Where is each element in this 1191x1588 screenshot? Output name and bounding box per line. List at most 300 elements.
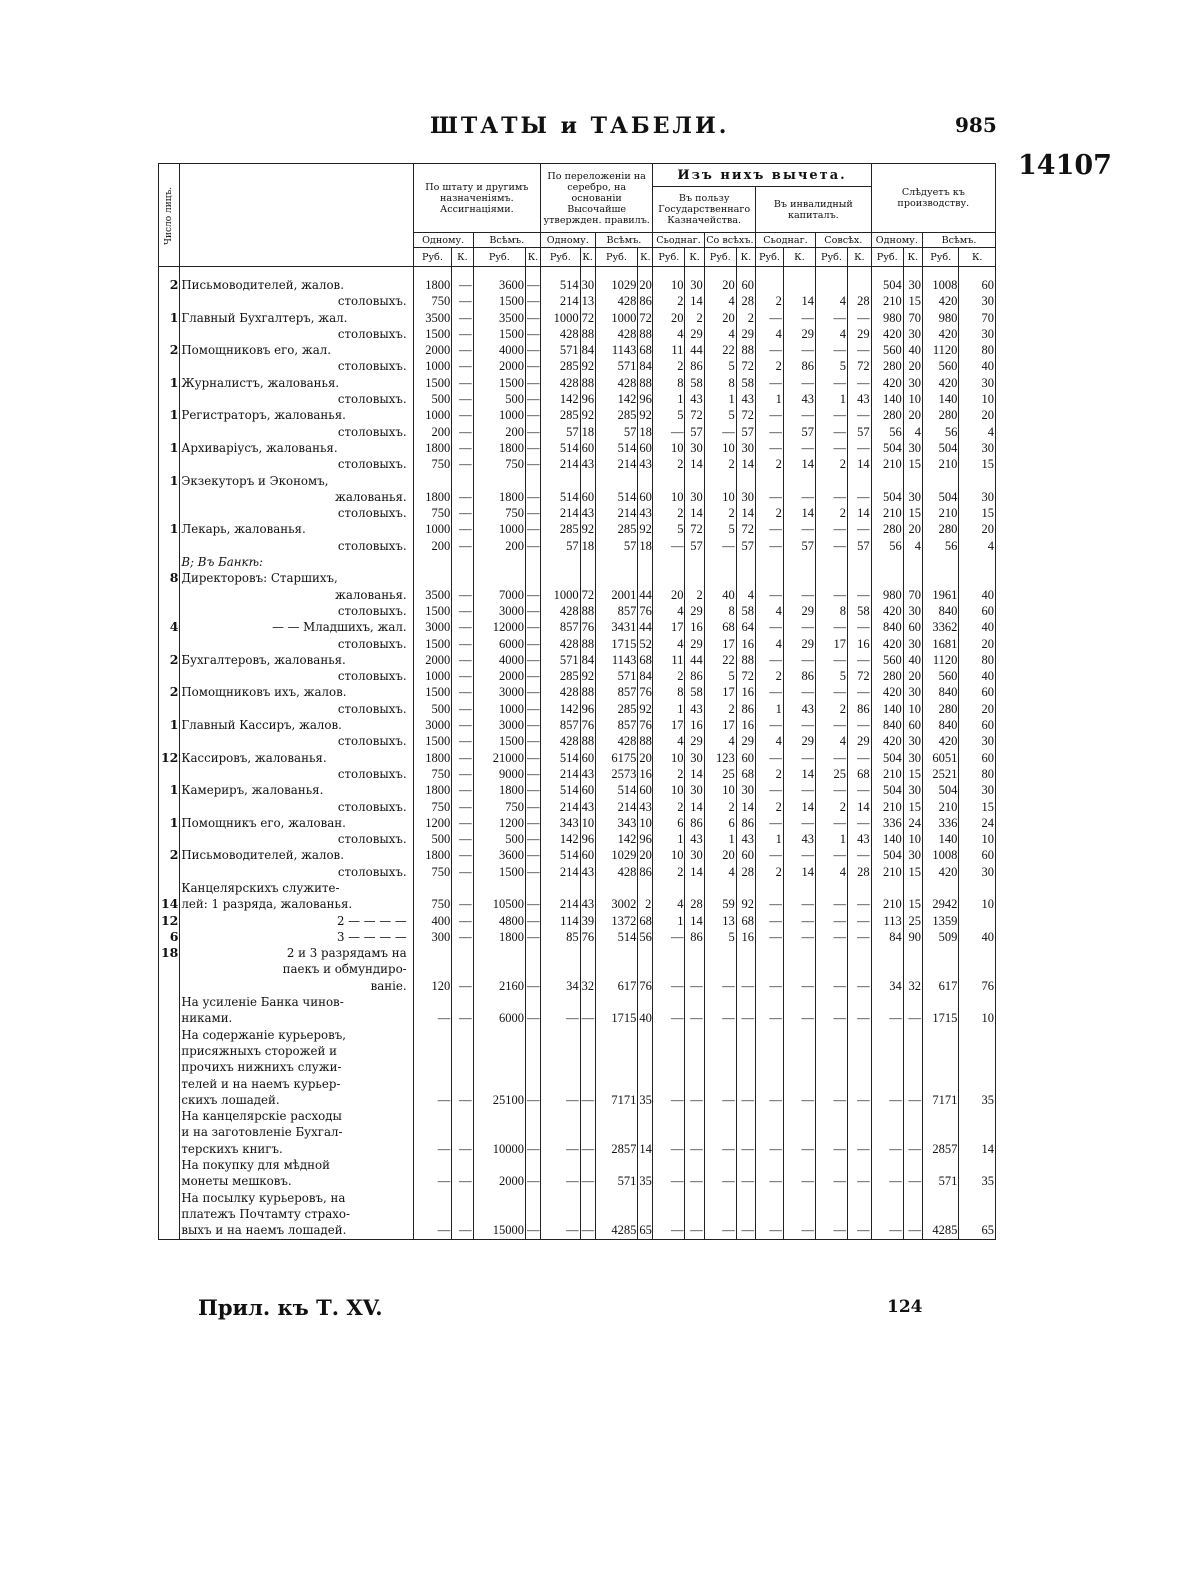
amount-cell: 85 (541, 929, 581, 945)
amount-cell: 25 (903, 913, 922, 929)
amount-cell: 40 (639, 1011, 652, 1026)
amount-cell: 420 (923, 293, 959, 309)
amount-cell (704, 945, 736, 961)
amount-cell: 30 (685, 847, 704, 863)
table-row (159, 636, 996, 652)
amount-cell: 68 (736, 913, 755, 929)
person-count (159, 293, 180, 309)
amount-cell: — (452, 326, 473, 342)
amount-cell (541, 1108, 581, 1124)
table-row (159, 1027, 996, 1043)
amount-cell (871, 570, 903, 586)
position-label: столовыхъ. (180, 293, 413, 309)
amount-cell: — (783, 750, 815, 766)
amount-cell: 214 (541, 766, 581, 782)
amount-cell (783, 961, 815, 977)
amount-cell: — (581, 1223, 595, 1238)
amount-cell (685, 473, 704, 489)
amount-cell: 285 (541, 407, 581, 423)
amount-cell: 34 (541, 978, 581, 994)
amount-cell: 20 (903, 668, 922, 684)
amount-cell (704, 1076, 736, 1092)
table-row (159, 505, 996, 521)
amount-cell (595, 1027, 638, 1043)
unit-rub: Руб. (704, 248, 736, 267)
position-label: 2 и 3 разрядамъ на (180, 945, 413, 961)
amount-cell: 64 (736, 619, 755, 635)
amount-cell (848, 570, 872, 586)
amount-cell: 2857 (923, 1141, 959, 1157)
amount-cell: 514 (595, 929, 638, 945)
amount-cell: 2 (653, 864, 685, 880)
amount-cell: 4 (815, 293, 847, 309)
amount-cell: 1029 (595, 847, 638, 863)
amount-cell: — (653, 1141, 685, 1157)
amount-cell (541, 994, 581, 1010)
amount-cell: 40 (959, 358, 996, 374)
amount-cell: — (848, 521, 872, 537)
amount-cell: 420 (871, 733, 903, 749)
amount-cell: 1000 (541, 587, 581, 603)
position-label: 3 — — — — (180, 929, 413, 945)
unit-rub: Руб. (815, 248, 847, 267)
amount-cell: 1 (815, 831, 847, 847)
position-label: 2 — — — — (180, 913, 413, 929)
sub-vsem: Всѣмъ. (473, 233, 540, 248)
amount-cell: — (783, 342, 815, 358)
amount-cell: 43 (581, 457, 595, 472)
amount-cell (871, 1190, 903, 1206)
amount-cell (704, 1043, 736, 1059)
amount-cell (736, 570, 755, 586)
amount-cell: 280 (871, 521, 903, 537)
amount-cell: — (581, 1141, 595, 1156)
amount-cell: 6 (653, 815, 685, 831)
amount-cell: — (756, 896, 784, 912)
amount-cell (526, 994, 541, 1010)
position-label: столовыхъ. (180, 799, 413, 815)
amount-cell (526, 473, 541, 489)
amount-cell: 10000 (473, 1141, 525, 1157)
table-row (159, 538, 996, 554)
amount-cell: 14 (848, 505, 872, 521)
amount-cell: 86 (848, 701, 872, 717)
amount-cell: 30 (959, 293, 996, 309)
amount-cell: 10 (704, 489, 736, 505)
amount-cell: — (452, 1173, 473, 1189)
amount-cell: 57 (736, 424, 755, 440)
amount-cell (580, 1076, 595, 1092)
amount-cell: — (848, 342, 872, 358)
amount-cell (783, 1157, 815, 1173)
amount-cell (541, 880, 581, 896)
amount-cell: — (783, 782, 815, 798)
amount-cell: — (452, 424, 473, 440)
amount-cell: 750 (413, 505, 452, 521)
unit-kop: К. (638, 248, 653, 267)
position-label: Помощниковъ ихъ, жалов. (180, 684, 413, 700)
amount-cell: — (756, 521, 784, 537)
position-label: Архиваріусъ, жалованья. (180, 440, 413, 456)
table-row (159, 668, 996, 684)
amount-cell (473, 554, 525, 570)
amount-cell: 29 (848, 326, 872, 342)
amount-cell: 420 (923, 733, 959, 749)
amount-cell: — (756, 1141, 784, 1157)
amount-cell: 86 (639, 864, 652, 879)
amount-cell: 96 (581, 701, 595, 716)
amount-cell: 58 (848, 603, 872, 619)
amount-cell: — (527, 913, 540, 928)
amount-cell (783, 1206, 815, 1222)
unit-kop: К. (580, 248, 595, 267)
amount-cell: 30 (903, 375, 922, 391)
amount-cell (413, 880, 452, 896)
amount-cell: 514 (541, 847, 581, 863)
amount-cell (736, 1206, 755, 1222)
amount-cell (756, 473, 784, 489)
person-count: 2 (159, 652, 180, 668)
amount-cell (595, 880, 638, 896)
amount-cell: 32 (581, 978, 595, 993)
amount-cell: 214 (541, 456, 581, 472)
amount-cell: 57 (848, 538, 872, 554)
amount-cell (595, 473, 638, 489)
amount-cell (815, 267, 847, 294)
amount-cell (959, 994, 996, 1010)
amount-cell: 18 (581, 538, 595, 553)
amount-cell: — (756, 489, 784, 505)
amount-cell: 280 (923, 701, 959, 717)
amount-cell (473, 1157, 525, 1173)
amount-cell: — (541, 1222, 581, 1239)
amount-cell: — (848, 815, 872, 831)
amount-cell (541, 473, 581, 489)
amount-cell: 16 (685, 619, 704, 635)
amount-cell (736, 473, 755, 489)
amount-cell (452, 1043, 473, 1059)
amount-cell: — (756, 815, 784, 831)
amount-cell: — (783, 375, 815, 391)
amount-cell: 58 (736, 603, 755, 619)
amount-cell: 210 (871, 864, 903, 880)
amount-cell (959, 945, 996, 961)
amount-cell: — (848, 1010, 872, 1026)
amount-cell: 72 (639, 310, 652, 325)
amount-cell: 20 (959, 701, 996, 717)
amount-cell: 86 (685, 358, 704, 374)
table-row (159, 913, 996, 929)
person-count (159, 358, 180, 374)
amount-cell: 2 (815, 505, 847, 521)
amount-cell: 84 (581, 343, 595, 358)
amount-cell: 16 (639, 766, 652, 781)
amount-cell: — (756, 782, 784, 798)
amount-cell (871, 473, 903, 489)
amount-cell: 43 (685, 391, 704, 407)
amount-cell (595, 1190, 638, 1206)
amount-cell: — (848, 1222, 872, 1239)
amount-cell (756, 570, 784, 586)
amount-cell: 16 (736, 636, 755, 652)
unit-kop: К. (452, 248, 473, 267)
amount-cell: 750 (473, 456, 525, 472)
person-count (159, 978, 180, 994)
amount-cell: 20 (959, 636, 996, 652)
amount-cell: 214 (595, 456, 638, 472)
person-count (159, 603, 180, 619)
amount-cell: — (848, 1141, 872, 1157)
amount-cell: — (783, 1141, 815, 1157)
amount-cell: 43 (736, 831, 755, 847)
amount-cell (541, 1190, 581, 1206)
staff-table (158, 163, 996, 1240)
amount-cell: 30 (736, 440, 755, 456)
amount-cell (756, 945, 784, 961)
amount-cell: 4000 (473, 342, 525, 358)
amount-cell: 86 (736, 701, 755, 717)
amount-cell (452, 1157, 473, 1173)
amount-cell: 6000 (473, 636, 525, 652)
amount-cell: 10 (653, 489, 685, 505)
amount-cell: — (783, 521, 815, 537)
amount-cell (903, 880, 922, 896)
person-count: 12 (159, 750, 180, 766)
amount-cell: 6051 (923, 750, 959, 766)
amount-cell: 92 (639, 408, 652, 423)
amount-cell: — (756, 619, 784, 635)
person-count (159, 326, 180, 342)
amount-cell (413, 945, 452, 961)
amount-cell (473, 961, 525, 977)
amount-cell: 3000 (413, 717, 452, 733)
amount-cell: 1200 (413, 815, 452, 831)
amount-cell: 428 (541, 733, 581, 749)
amount-cell: 2000 (473, 1173, 525, 1189)
amount-cell: 428 (541, 326, 581, 342)
amount-cell: 15 (959, 799, 996, 815)
amount-cell: 280 (871, 358, 903, 374)
amount-cell: 40 (704, 587, 736, 603)
amount-cell: 1800 (413, 847, 452, 863)
amount-cell: 30 (685, 267, 704, 294)
position-label: столовыхъ. (180, 766, 413, 782)
amount-cell: — (452, 456, 473, 472)
amount-cell (959, 1206, 996, 1222)
amount-cell (848, 994, 872, 1010)
amount-cell: — (815, 717, 847, 733)
amount-cell: 10 (959, 831, 996, 847)
amount-cell: — (815, 978, 847, 994)
amount-cell: 5 (704, 929, 736, 945)
amount-cell: 10 (653, 782, 685, 798)
amount-cell: 8 (815, 603, 847, 619)
amount-cell: 2857 (595, 1141, 638, 1157)
amount-cell: 210 (871, 456, 903, 472)
amount-cell (580, 554, 595, 570)
amount-cell: — (452, 636, 473, 652)
amount-cell (413, 473, 452, 489)
person-count (159, 1190, 180, 1206)
amount-cell: 15 (903, 799, 922, 815)
position-label: Главный Бухгалтеръ, жал. (180, 310, 413, 326)
amount-cell: 1000 (413, 407, 452, 423)
amount-cell (704, 570, 736, 586)
person-count: 1 (159, 521, 180, 537)
amount-cell (580, 1108, 595, 1124)
amount-cell: 30 (903, 603, 922, 619)
amount-cell: 1681 (923, 636, 959, 652)
amount-cell (541, 945, 581, 961)
amount-cell: — (756, 1010, 784, 1026)
position-label: скихъ лошадей. (180, 1092, 413, 1108)
amount-cell: 57 (848, 424, 872, 440)
amount-cell (783, 880, 815, 896)
amount-cell: 8 (653, 375, 685, 391)
position-label: столовыхъ. (180, 636, 413, 652)
amount-cell: 750 (413, 896, 452, 912)
amount-cell: 1500 (413, 326, 452, 342)
amount-cell: 560 (871, 342, 903, 358)
amount-cell: 1500 (413, 684, 452, 700)
amount-cell: 30 (959, 440, 996, 456)
amount-cell: — (527, 506, 540, 521)
amount-cell: — (903, 1141, 922, 1157)
amount-cell: 30 (959, 782, 996, 798)
amount-cell (783, 1043, 815, 1059)
amount-cell: — (452, 929, 473, 945)
amount-cell: 30 (959, 489, 996, 505)
staff-table-wrapper (158, 163, 996, 1240)
amount-cell (903, 1108, 922, 1124)
amount-cell: — (527, 1092, 540, 1107)
amount-cell (526, 570, 541, 586)
amount-cell (736, 1043, 755, 1059)
amount-cell: 123 (704, 750, 736, 766)
amount-cell: 30 (903, 733, 922, 749)
amount-cell: — (815, 538, 847, 554)
amount-cell (959, 1027, 996, 1043)
amount-cell: 420 (923, 326, 959, 342)
amount-cell (959, 880, 996, 896)
amount-cell (595, 994, 638, 1010)
amount-cell: — (756, 538, 784, 554)
amount-cell: 4000 (473, 652, 525, 668)
amount-cell: 857 (595, 684, 638, 700)
amount-cell (903, 1190, 922, 1206)
amount-cell: 15 (903, 896, 922, 912)
amount-cell (473, 994, 525, 1010)
table-row (159, 1157, 996, 1173)
amount-cell: — (527, 864, 540, 879)
amount-cell: — (756, 913, 784, 929)
amount-cell: — (783, 1222, 815, 1239)
amount-cell: 400 (413, 913, 452, 929)
amount-cell: 60 (581, 848, 595, 863)
amount-cell (580, 994, 595, 1010)
amount-cell: 10 (704, 782, 736, 798)
amount-cell: 2000 (473, 668, 525, 684)
amount-cell: — (848, 652, 872, 668)
amount-cell: — (848, 913, 872, 929)
amount-cell: — (653, 1010, 685, 1026)
amount-cell (783, 1059, 815, 1075)
position-label: Камериръ, жалованья. (180, 782, 413, 798)
amount-cell (638, 473, 653, 489)
amount-cell: 1 (653, 701, 685, 717)
amount-cell: 504 (871, 489, 903, 505)
amount-cell: 40 (959, 619, 996, 635)
amount-cell: 43 (685, 701, 704, 717)
amount-cell (638, 945, 653, 961)
amount-cell: — (452, 684, 473, 700)
amount-cell: 3362 (923, 619, 959, 635)
amount-cell: 30 (736, 782, 755, 798)
amount-cell: — (783, 1010, 815, 1026)
amount-cell: 200 (413, 538, 452, 554)
amount-cell: 1000 (473, 701, 525, 717)
amount-cell: 40 (959, 587, 996, 603)
amount-cell: 4 (903, 538, 922, 554)
amount-cell: — (653, 978, 685, 994)
amount-cell: 2 (638, 896, 653, 912)
amount-cell (903, 1124, 922, 1140)
amount-cell: 2521 (923, 766, 959, 782)
amount-cell (848, 1108, 872, 1124)
amount-cell: 29 (685, 636, 704, 652)
amount-cell: — (783, 913, 815, 929)
amount-cell: 980 (923, 310, 959, 326)
amount-cell: 210 (923, 799, 959, 815)
amount-cell: — (452, 293, 473, 309)
table-row (159, 945, 996, 961)
person-count: 1 (159, 310, 180, 326)
amount-cell: — (527, 799, 540, 814)
amount-cell: 14 (639, 1141, 652, 1156)
amount-cell: 4 (653, 636, 685, 652)
amount-cell (704, 994, 736, 1010)
amount-cell (756, 554, 784, 570)
amount-cell (815, 1124, 847, 1140)
amount-cell (452, 1190, 473, 1206)
amount-cell: 14 (959, 1141, 996, 1157)
amount-cell: 140 (871, 831, 903, 847)
amount-cell: — (848, 375, 872, 391)
amount-cell (704, 1206, 736, 1222)
amount-cell: — (527, 1141, 540, 1156)
amount-cell (526, 1124, 541, 1140)
amount-cell (653, 1190, 685, 1206)
amount-cell: 514 (541, 267, 581, 294)
amount-cell (815, 1190, 847, 1206)
amount-cell (848, 554, 872, 570)
amount-cell (473, 1206, 525, 1222)
amount-cell: 420 (871, 603, 903, 619)
person-count: 1 (159, 717, 180, 733)
person-count: 1 (159, 815, 180, 831)
amount-cell: 30 (903, 489, 922, 505)
person-count: 2 (159, 847, 180, 863)
amount-cell: 30 (685, 782, 704, 798)
amount-cell (473, 1108, 525, 1124)
amount-cell: 1800 (473, 440, 525, 456)
position-label: Помощникъ его, жалован. (180, 815, 413, 831)
amount-cell (541, 961, 581, 977)
amount-cell: 3000 (473, 684, 525, 700)
amount-cell: — (653, 538, 685, 554)
amount-cell: — (452, 538, 473, 554)
amount-cell: 428 (541, 684, 581, 700)
